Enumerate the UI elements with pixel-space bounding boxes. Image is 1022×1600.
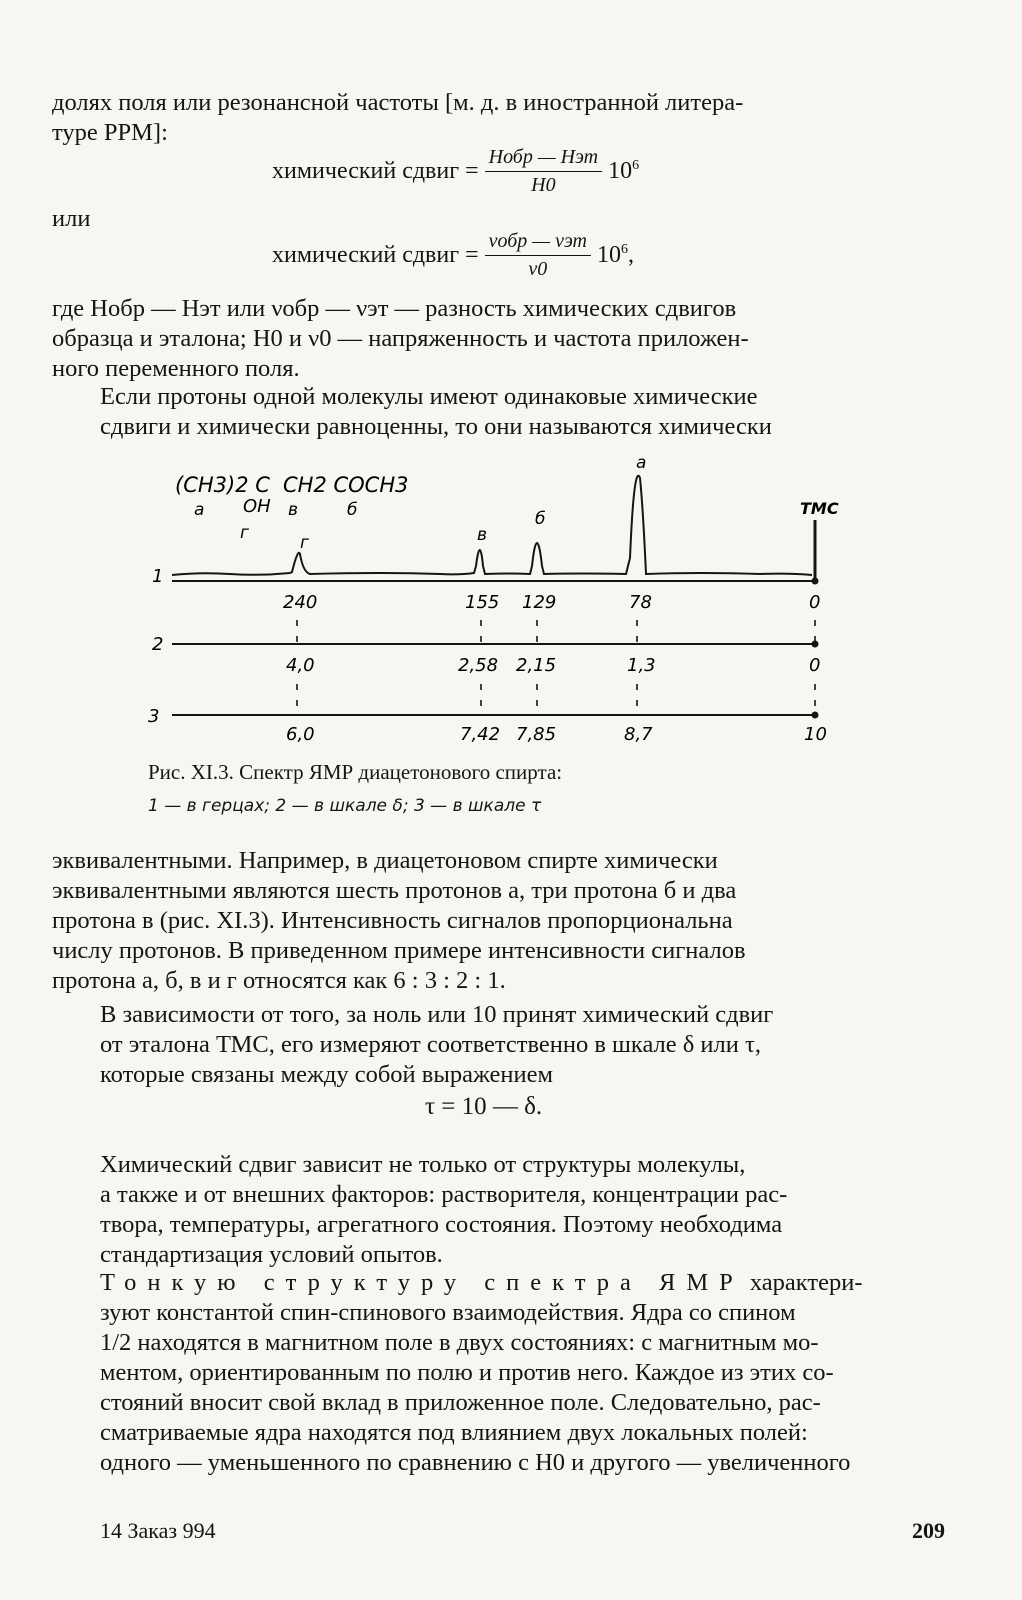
paragraph-protons — [52, 382, 952, 442]
tick-label: 0 — [809, 592, 821, 613]
line-number-3: 3 — [148, 706, 160, 727]
text-line: В зависимости от того, за ноль или 10 принят химический сдвиг — [100, 1001, 774, 1028]
text-line: зуют константой спин-спинового взаимодействия. Ядра со спином — [100, 1299, 796, 1326]
tick-label: 7,42 — [460, 724, 501, 745]
paragraph-where — [52, 294, 952, 384]
text-line: сдвиги и химически равноценны, то они называются химически — [100, 413, 772, 440]
text-line: а также и от внешних факторов: растворителя, концентрации рас- — [100, 1181, 788, 1208]
text-line: твора, температуры, агрегатного состояния. Поэтому необходима — [100, 1211, 783, 1238]
paragraph-intro — [52, 88, 952, 148]
formula-tau-delta: τ = 10 — δ. — [425, 1093, 543, 1120]
text-line: от эталона ТМС, его измеряют соответственно в шкале δ или τ, — [100, 1031, 761, 1058]
tick-label: 2,58 — [458, 655, 499, 676]
text-line: протона a, б, в и г относятся как 6 : 3 : 2 : 1. — [52, 967, 506, 994]
peak-label-g: г — [300, 533, 309, 553]
paragraph-external-factors — [52, 1150, 952, 1270]
tms-label: ТМС — [800, 499, 839, 518]
formula-lhs: химический сдвиг = — [272, 242, 479, 268]
molecule-oh-group: OH — [243, 496, 271, 517]
power-of-ten: $10^6$ — [608, 158, 640, 184]
tick-label: 1,3 — [627, 655, 656, 676]
fraction-numerator: Hобр — Hэт — [485, 146, 602, 172]
group-label-g: г — [240, 523, 249, 543]
spaced-emphasis: Тонкую структуру спектра ЯМР — [100, 1269, 744, 1296]
tick-label: 129 — [522, 592, 557, 613]
paragraph-equivalent — [52, 846, 952, 996]
scale-end-dot — [812, 578, 819, 585]
tick-label: 78 — [629, 592, 652, 613]
figure-caption-legend: 1 — в герцах; 2 — в шкале δ; 3 — в шкале τ — [148, 796, 542, 816]
fraction — [485, 230, 591, 281]
fraction-numerator: νобр — νэт — [485, 230, 591, 256]
text-line: туре PPM]: — [52, 119, 168, 146]
tick-label: 4,0 — [286, 655, 315, 676]
nmr-spectrum-figure — [140, 448, 860, 748]
formula-chemical-shift-field — [272, 146, 639, 197]
tick-label: 0 — [809, 655, 821, 676]
tick-label: 8,7 — [624, 724, 653, 745]
group-label-v: в — [288, 500, 299, 520]
text-line: одного — уменьшенного по сравнению с H0 и другого — увеличенного — [100, 1449, 851, 1476]
fraction-denominator: H0 — [531, 174, 556, 196]
tick-label: 2,15 — [516, 655, 557, 676]
text-line: 1/2 находятся в магнитном поле в двух состояниях: с магнитным мо- — [100, 1329, 819, 1356]
text-line: Если протоны одной молекулы имеют одинаковые химические — [100, 383, 758, 410]
tick-label: 7,85 — [516, 724, 557, 745]
peak-label-a: a — [636, 453, 647, 473]
formula-lhs: химический сдвиг = — [272, 158, 479, 184]
figure-caption: Рис. XI.3. Спектр ЯМР диацетонового спирта: — [148, 760, 563, 784]
line-number-2: 2 — [152, 634, 164, 655]
peak-label-v: в — [477, 525, 488, 545]
text-line: где Hобр — Hэт или νобр — νэт — разность химических сдвигов — [52, 295, 737, 322]
group-label-b: б — [347, 500, 358, 520]
group-label-a: a — [194, 500, 205, 520]
text-line: ментом, ориентированным по полю и против него. Каждое из этих со- — [100, 1359, 834, 1386]
tick-label: 10 — [804, 724, 827, 745]
text-line: сматриваемые ядра находятся под влиянием двух локальных полей: — [100, 1419, 808, 1446]
tick-label: 240 — [283, 592, 318, 613]
text-line: долях поля или резонансной частоты [м. д. в иностранной литера- — [52, 89, 744, 116]
molecule-formula-left: (CH3)2 C — [175, 473, 270, 497]
footer-signature: 14 Заказ 994 — [100, 1518, 216, 1543]
or-word: или — [52, 205, 91, 232]
text-line: которые связаны между собой выражением — [100, 1061, 554, 1088]
text-line: эквивалентными. Например, в диацетоновом спирте химически — [52, 847, 718, 874]
peak-label-b: б — [535, 509, 546, 529]
tick-label: 155 — [465, 592, 500, 613]
power-of-ten: $10^6$, — [596, 242, 634, 268]
text-line: Тонкую структуру спектра ЯМР характери- — [100, 1269, 863, 1296]
text-line: Химический сдвиг зависит не только от структуры молекулы, — [100, 1151, 746, 1178]
text-line: образца и эталона; H0 и ν0 — напряженность и частота приложен- — [52, 325, 749, 352]
line-number-1: 1 — [152, 566, 164, 587]
page-number: 209 — [912, 1518, 945, 1543]
fraction — [485, 146, 602, 197]
paragraph-scales — [52, 1000, 952, 1090]
text-line: ного переменного поля. — [52, 355, 300, 382]
text-line: числу протонов. В приведенном примере интенсивности сигналов — [52, 937, 746, 964]
molecule-formula-right: CH2 COCH3 — [283, 473, 409, 497]
tick-label: 6,0 — [286, 724, 315, 745]
paragraph-fine-structure — [52, 1268, 952, 1478]
text-line: эквивалентными являются шесть протонов a, три протона б и два — [52, 877, 737, 904]
text-line: протона в (рис. XI.3). Интенсивность сигналов пропорциональна — [52, 907, 733, 934]
text-line: стояний вносит свой вклад в приложенное поле. Следовательно, рас- — [100, 1389, 821, 1416]
fraction-denominator: ν0 — [528, 258, 548, 280]
text-line: стандартизация условий опытов. — [100, 1241, 443, 1268]
formula-chemical-shift-frequency — [272, 230, 634, 281]
